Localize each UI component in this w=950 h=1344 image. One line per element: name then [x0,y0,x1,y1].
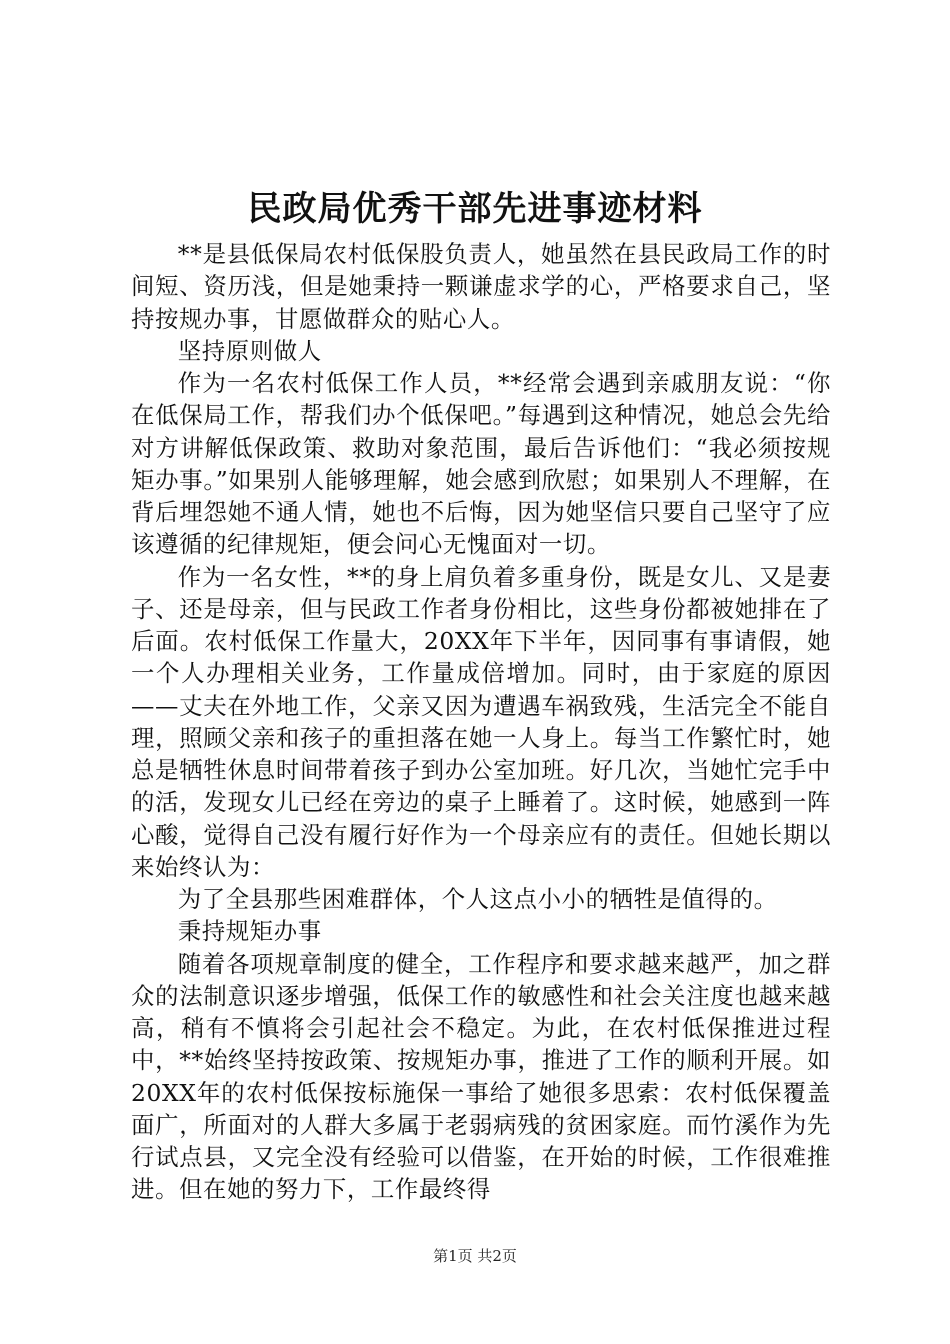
paragraph-rules: 随着各项规章制度的健全，工作程序和要求越来越严，加之群众的法制意识逐步增强，低保工作的敏感性和社会关注度也越来越高，稍有不慎将会引起社会不稳定。为此，在农村低保推进过程中，**始终坚持按政策、按规矩办事，推进了工作的顺利开展。如20XX年的农村低保按标施保一事给了她很多思索：农村低保覆盖面广，所面对的人群大多属于老弱病残的贫困家庭。而竹溪作为先行试点县，又完全没有经验可以借鉴，在开始的时候，工作很难推进。但在她的努力下，工作最终得 [131,949,831,1204]
page-number-footer: 第1页 共2页 [433,1247,517,1265]
paragraph-family: 作为一名女性，**的身上肩负着多重身份，既是女儿、又是妻子、还是母亲，但与民政工作者身份相比，这些身份都被她排在了后面。农村低保工作量大，20XX年下半年，因同事有事请假，她一个人办理相关业务，工作量成倍增加。同时，由于家庭的原因——丈夫在外地工作，父亲又因为遭遇车祸致残，生活完全不能自理，照顾父亲和孩子的重担落在她一人身上。每当工作繁忙时，她总是牺牲休息时间带着孩子到办公室加班。好几次，当她忙完手中的活，发现女儿已经在旁边的桌子上睡着了。这时候，她感到一阵心酸，觉得自己没有履行好作为一个母亲应有的责任。但她长期以来始终认为： [131,562,831,881]
paragraph-principle: 作为一名农村低保工作人员，**经常会遇到亲戚朋友说：“你在低保局工作，帮我们办个低保吧。”每遇到这种情况，她总会先给对方讲解低保政策、救助对象范围，最后告诉他们：“我必须按规矩办事。”如果别人能够理解，她会感到欣慰；如果别人不理解，在背后埋怨她不通人情，她也不后悔，因为她坚信只要自己坚守了应该遵循的纪律规矩，便会问心无愧面对一切。 [131,369,831,559]
section-heading-rules: 秉持规矩办事 [177,917,322,946]
paragraph-intro: **是县低保局农村低保股负责人，她虽然在县民政局工作的时间短、资历浅，但是她秉持一颗谦虚求学的心，严格要求自己，坚持按规办事，甘愿做群众的贴心人。 [131,240,831,333]
document-title: 民政局优秀干部先进事迹材料 [247,189,703,229]
document-body [131,238,831,1206]
paragraph-sacrifice: 为了全县那些困难群体，个人这点小小的牺牲是值得的。 [177,885,778,913]
section-heading-principle: 坚持原则做人 [177,336,322,365]
